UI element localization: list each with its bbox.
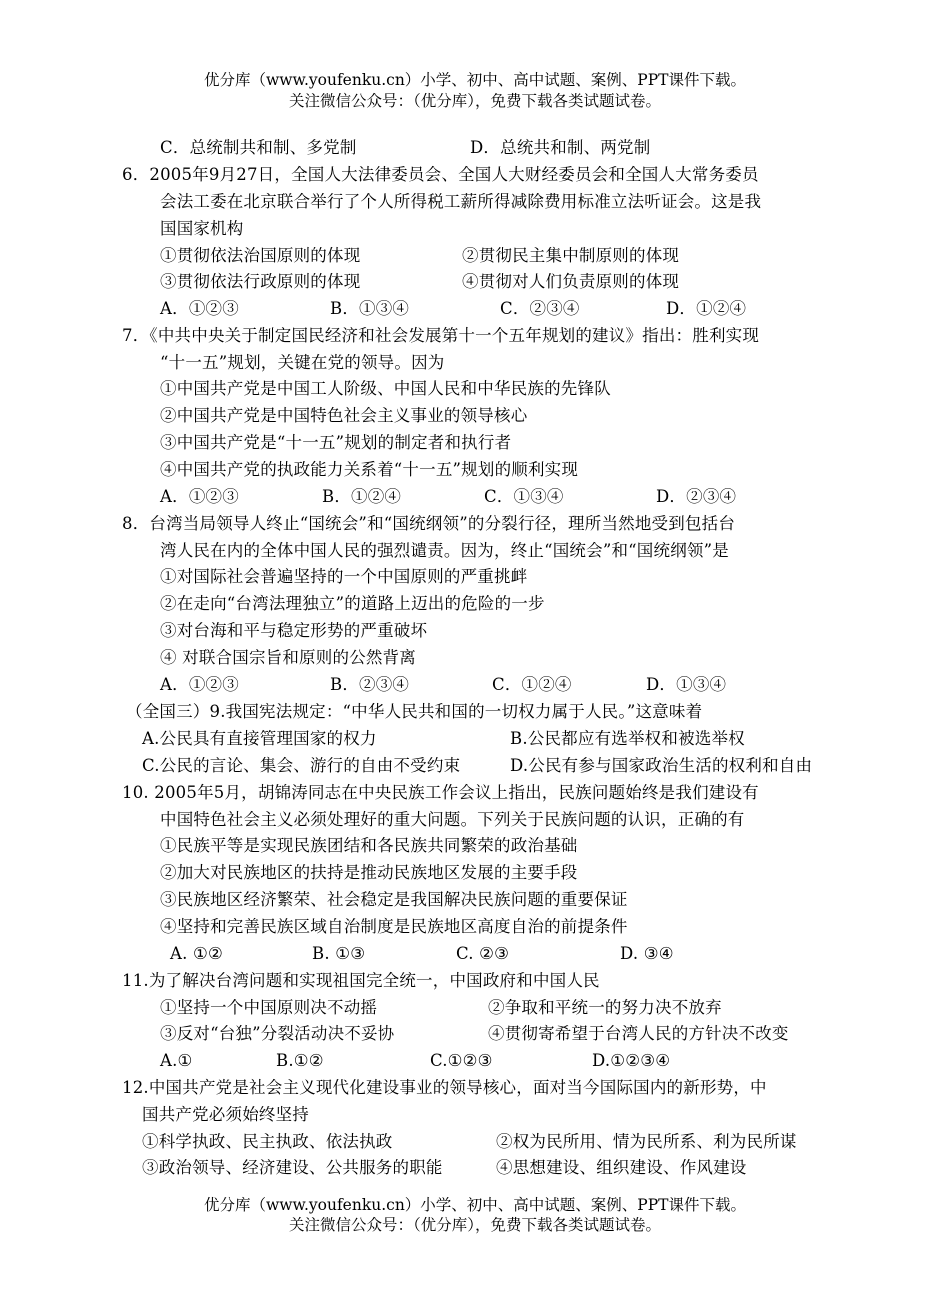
q8-option-d: D．①③④ <box>646 675 727 694</box>
q6-stem-line-1: 6．2005年9月27日，全国人大法律委员会、全国人大财经委员会和全国人大常务委员 <box>122 165 759 184</box>
q10-statement-3: ③民族地区经济繁荣、社会稳定是我国解决民族问题的重要保证 <box>160 890 628 909</box>
q7-stem-line-1: 7．《中共中央关于制定国民经济和社会发展第十一个五年规划的建议》指出：胜利实现 <box>122 326 760 345</box>
q5-option-c: C．总统制共和制、多党制 <box>160 138 357 157</box>
q12-stem-line-1: 12.中国共产党是社会主义现代化建设事业的领导核心，面对当今国际国内的新形势，中 <box>122 1078 767 1097</box>
q10-statement-1: ①民族平等是实现民族团结和各民族共同繁荣的政治基础 <box>160 836 578 855</box>
q12-statement-2: ②权为民所用、情为民所系、利为民所谋 <box>496 1132 797 1151</box>
q5-option-d: D．总统共和制、两党制 <box>470 138 651 157</box>
q8-stem-line-2: 湾人民在内的全体中国人民的强烈谴责。因为，终止“国统会”和“国统纲领”是 <box>160 541 729 560</box>
q8-stem-line-1: 8．台湾当局领导人终止“国统会”和“国统纲领”的分裂行径，理所当然地受到包括台 <box>122 514 736 533</box>
q8-statement-2: ②在走向“台湾法理独立”的道路上迈出的危险的一步 <box>160 594 545 613</box>
q6-option-a: A．①②③ <box>160 299 239 318</box>
q11-statement-4: ④贯彻寄希望于台湾人民的方针决不改变 <box>488 1024 789 1043</box>
q9-option-d: D.公民有参与国家政治生活的权利和自由 <box>510 756 813 775</box>
q12-statement-1: ①科学执政、民主执政、依法执政 <box>142 1132 393 1151</box>
q10-option-d: D. ③④ <box>620 944 674 963</box>
q11-option-b: B.①② <box>276 1051 324 1070</box>
q6-statement-3: ③贯彻依法行政原则的体现 <box>160 272 361 291</box>
q6-statement-2: ②贯彻民主集中制原则的体现 <box>462 246 680 265</box>
q11-stem: 11.为了解决台湾问题和实现祖国完全统一，中国政府和中国人民 <box>122 971 600 990</box>
q6-stem-line-2: 会法工委在北京联合举行了个人所得税工薪所得减除费用标准立法听证会。这是我 <box>160 192 762 211</box>
page-footer-line-1: 优分库（www.youfenku.cn）小学、初中、高中试题、案例、PPT课件下载。 <box>203 1196 747 1214</box>
q7-statement-4: ④中国共产党的执政能力关系着“十一五”规划的顺利实现 <box>160 460 579 479</box>
q7-statement-1: ①中国共产党是中国工人阶级、中国人民和中华民族的先锋队 <box>160 379 611 398</box>
q7-statement-2: ②中国共产党是中国特色社会主义事业的领导核心 <box>160 406 528 425</box>
q11-option-d: D.①②③④ <box>592 1051 671 1070</box>
q11-statement-1: ①坚持一个中国原则决不动摇 <box>160 998 378 1017</box>
q11-option-a: A.① <box>160 1051 193 1070</box>
q6-option-d: D．①②④ <box>666 299 747 318</box>
q9-option-b: B.公民都应有选举权和被选举权 <box>510 729 745 748</box>
q11-option-c: C.①②③ <box>430 1051 493 1070</box>
q10-stem-line-1: 10. 2005年5月，胡锦涛同志在中央民族工作会议上指出，民族问题始终是我们建设有 <box>122 783 759 802</box>
q6-stem-line-3: 国国家机构 <box>160 219 244 238</box>
page-footer-line-2: 关注微信公众号：（优分库），免费下载各类试题试卷。 <box>288 1216 661 1234</box>
q8-option-a: A．①②③ <box>160 675 239 694</box>
q6-statement-1: ①贯彻依法治国原则的体现 <box>160 246 361 265</box>
q7-stem-line-2: “十一五”规划，关键在党的领导。因为 <box>160 353 445 372</box>
q6-option-b: B．①③④ <box>330 299 410 318</box>
q10-option-b: B. ①③ <box>312 944 366 963</box>
q8-option-b: B．②③④ <box>330 675 410 694</box>
q7-statement-3: ③中国共产党是“十一五”规划的制定者和执行者 <box>160 433 512 452</box>
q8-statement-1: ①对国际社会普遍坚持的一个中国原则的严重挑衅 <box>160 567 528 586</box>
q11-statement-2: ②争取和平统一的努力决不放弃 <box>488 998 722 1017</box>
q11-statement-3: ③反对“台独”分裂活动决不妥协 <box>160 1024 395 1043</box>
q8-statement-4: ④ 对联合国宗旨和原则的公然背离 <box>160 648 416 667</box>
q9-option-c: C.公民的言论、集会、游行的自由不受约束 <box>142 756 461 775</box>
q7-option-a: A．①②③ <box>160 487 239 506</box>
page-header-line-1: 优分库（www.youfenku.cn）小学、初中、高中试题、案例、PPT课件下载。 <box>203 71 747 89</box>
q10-option-a: A. ①② <box>170 944 223 963</box>
q7-option-c: C．①③④ <box>484 487 564 506</box>
q9-option-a: A.公民具有直接管理国家的权力 <box>142 729 377 748</box>
q12-statement-3: ③政治领导、经济建设、公共服务的职能 <box>142 1158 443 1177</box>
q8-statement-3: ③对台海和平与稳定形势的严重破坏 <box>160 621 428 640</box>
q12-stem-line-2: 国共产党必须始终坚持 <box>142 1105 309 1124</box>
q6-option-c: C．②③④ <box>500 299 580 318</box>
q10-stem-line-2: 中国特色社会主义必须处理好的重大问题。下列关于民族问题的认识，正确的有 <box>160 810 745 829</box>
q10-statement-4: ④坚持和完善民族区域自治制度是民族地区高度自治的前提条件 <box>160 917 628 936</box>
q8-option-c: C．①②④ <box>492 675 572 694</box>
q10-option-c: C. ②③ <box>456 944 510 963</box>
q10-statement-2: ②加大对民族地区的扶持是推动民族地区发展的主要手段 <box>160 863 578 882</box>
q7-option-d: D．②③④ <box>656 487 737 506</box>
q6-statement-4: ④贯彻对人们负责原则的体现 <box>462 272 680 291</box>
q7-option-b: B．①②④ <box>322 487 402 506</box>
q9-stem: （全国三）9.我国宪法规定：“中华人民共和国的一切权力属于人民。”这意味着 <box>126 702 703 721</box>
q12-statement-4: ④思想建设、组织建设、作风建设 <box>496 1158 747 1177</box>
page-header-line-2: 关注微信公众号：（优分库），免费下载各类试题试卷。 <box>288 92 661 110</box>
